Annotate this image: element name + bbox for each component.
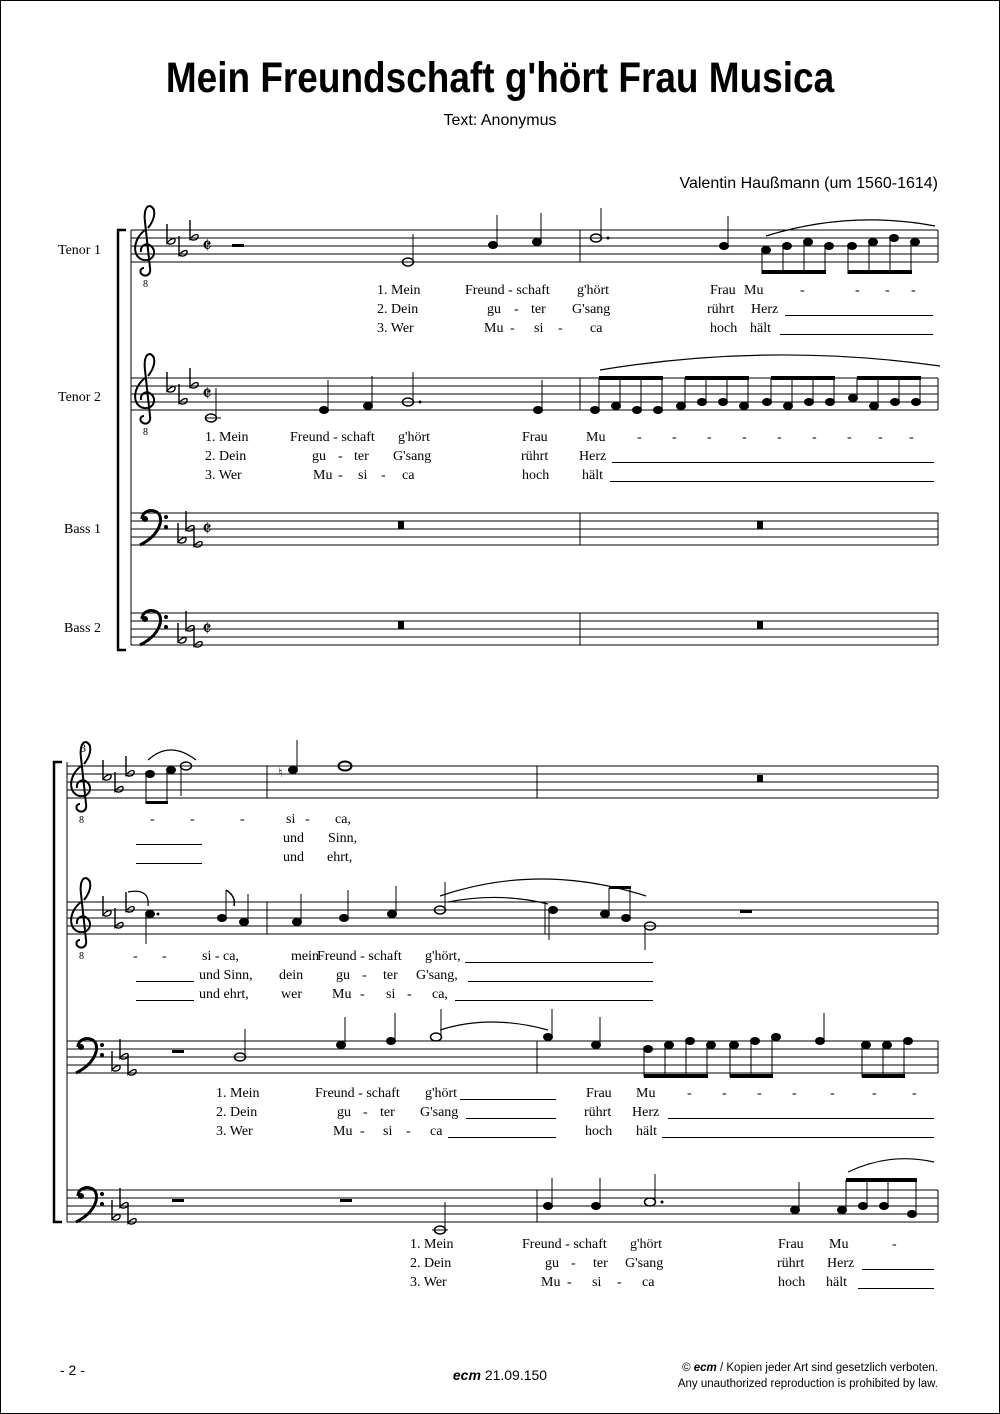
lyric-syllable: Mu — [313, 468, 333, 483]
svg-text:8: 8 — [143, 279, 148, 290]
lyric-syllable: rührt — [777, 1256, 805, 1271]
lyric-syllable: 3. Wer — [410, 1275, 447, 1290]
lyric-syllable: rührt — [584, 1105, 612, 1120]
lyric-syllable: rührt — [707, 302, 735, 317]
lyric-syllable: hoch — [522, 468, 550, 483]
lyric-syllable: Freund - schaft — [317, 949, 402, 964]
lyric-extender — [668, 1118, 934, 1119]
part-label-bass1: Bass 1 — [64, 522, 101, 537]
lyric-syllable: und — [283, 831, 304, 846]
lyric-syllable: - — [885, 283, 890, 298]
lyric-syllable: dein — [279, 968, 304, 983]
staff-tenor2-sys2 — [67, 902, 938, 934]
lyric-syllable: 3. Wer — [205, 468, 242, 483]
copyright-en: Any unauthorized reproduction is prohibited by law. — [677, 1378, 938, 1390]
lyric-syllable: - — [558, 321, 563, 336]
lyric-syllable: ter — [383, 968, 398, 983]
lyric-syllable: 2. Dein — [410, 1256, 452, 1271]
staff-tenor2 — [131, 378, 938, 410]
lyric-syllable: si — [286, 812, 296, 827]
lyric-syllable: - — [872, 1086, 877, 1101]
lyric-extender — [460, 1099, 556, 1100]
lyric-syllable: ter — [354, 449, 369, 464]
lyric-syllable: ca — [590, 321, 603, 336]
lyric-syllable: - — [878, 430, 883, 445]
lyric-syllable: - — [362, 968, 367, 983]
lyric-syllable: - — [510, 321, 515, 336]
lyric-syllable: g'hört, — [425, 949, 461, 964]
lyric-syllable: hoch — [585, 1124, 613, 1139]
lyric-syllable: Freund - schaft — [465, 283, 550, 298]
system-2 — [54, 740, 938, 1234]
lyric-syllable: g'hört — [398, 430, 431, 445]
lyric-syllable: 1. Mein — [377, 283, 421, 298]
lyric-syllable: ca — [642, 1275, 655, 1290]
text-credit: Text: Anonymus — [443, 112, 557, 129]
lyric-syllable: - — [360, 1124, 365, 1139]
lyric-syllable: gu — [337, 1105, 351, 1120]
lyric-syllable: - — [338, 449, 343, 464]
lyric-syllable: si — [383, 1124, 393, 1139]
lyric-extender — [610, 481, 934, 482]
lyric-syllable: ca — [402, 468, 415, 483]
lyric-syllable: ter — [531, 302, 546, 317]
lyric-syllable: - — [133, 949, 138, 964]
tenor1-notes — [403, 208, 936, 274]
lyric-syllable: gu — [487, 302, 501, 317]
lyric-syllable: 1. Mein — [216, 1086, 260, 1101]
lyric-syllable: - — [190, 812, 195, 827]
lyric-syllable: und Sinn, — [199, 968, 253, 983]
lyric-syllable: Sinn, — [328, 831, 358, 846]
lyric-syllable: Mu — [586, 430, 606, 445]
lyric-syllable: si — [534, 321, 544, 336]
lyric-syllable: Herz — [827, 1256, 855, 1271]
lyric-syllable: - — [777, 430, 782, 445]
lyric-extender — [136, 863, 202, 864]
lyric-syllable: si — [592, 1275, 602, 1290]
lyric-syllable: und — [283, 850, 304, 865]
part-label-bass2: Bass 2 — [64, 621, 101, 636]
lyric-syllable: - — [892, 1237, 897, 1252]
lyric-syllable: ca, — [335, 812, 351, 827]
svg-text:♮: ♮ — [278, 765, 283, 780]
lyric-syllable: - — [800, 283, 805, 298]
lyric-syllable: g'hört — [630, 1237, 663, 1252]
measure-number: 3 — [80, 741, 86, 755]
lyric-extender — [612, 462, 934, 463]
lyric-syllable: - — [381, 468, 386, 483]
catalog-code: 21.09.150 — [484, 1367, 548, 1383]
lyric-syllable: ter — [593, 1256, 608, 1271]
lyric-syllable: G'sang — [625, 1256, 664, 1271]
lyric-syllable: g'hört — [577, 283, 610, 298]
lyric-syllable: ter — [380, 1105, 395, 1120]
lyric-extender — [455, 1000, 653, 1001]
copyright-icon: © — [682, 1362, 691, 1374]
lyric-syllable: si — [386, 987, 396, 1002]
lyric-syllable: si — [358, 468, 368, 483]
lyric-syllable: G'sang, — [416, 968, 458, 983]
lyric-syllable: - — [637, 430, 642, 445]
staff-tenor1-sys2 — [67, 766, 938, 798]
lyric-syllable: 2. Dein — [205, 449, 247, 464]
lyric-extender — [136, 844, 202, 845]
lyric-syllable: Mu — [484, 321, 504, 336]
lyric-syllable: - — [911, 283, 916, 298]
lyric-syllable: wer — [281, 987, 302, 1002]
lyric-extender — [862, 1269, 934, 1270]
svg-text:8: 8 — [79, 951, 84, 962]
lyric-syllable: gu — [312, 449, 326, 464]
part-label-tenor1: Tenor 1 — [58, 243, 101, 258]
lyric-syllable: - — [792, 1086, 797, 1101]
lyric-syllable: Herz — [579, 449, 607, 464]
lyric-syllable: hält — [750, 321, 771, 336]
system-1 — [118, 206, 940, 650]
lyric-syllable: - — [722, 1086, 727, 1101]
lyric-syllable: - — [567, 1275, 572, 1290]
lyric-syllable: - — [855, 283, 860, 298]
page-title: Mein Freundschaft g'hört Frau Musica — [165, 54, 835, 102]
composer-credit: Valentin Haußmann (um 1560-1614) — [679, 175, 938, 192]
lyric-syllable: - — [571, 1256, 576, 1271]
lyric-syllable: Frau — [586, 1086, 612, 1101]
lyric-syllable: si - ca, — [202, 949, 239, 964]
svg-text:𝄵: 𝄵 — [202, 381, 212, 406]
lyric-syllable: G'sang — [420, 1105, 459, 1120]
lyric-syllable: - — [830, 1086, 835, 1101]
lyric-extender — [858, 1288, 934, 1289]
lyric-syllable: - — [363, 1105, 368, 1120]
staff-bass1-sys2 — [67, 1041, 938, 1073]
lyric-syllable: Frau — [710, 283, 736, 298]
lyric-syllable: Mu — [636, 1086, 656, 1101]
copyright-notice: © ecm / Kopien jeder Art sind gesetzlich verboten. Any unauthorized reproduction is prohibited by law. — [677, 1362, 938, 1390]
lyric-syllable: ca — [430, 1124, 443, 1139]
lyric-extender — [448, 1137, 556, 1138]
lyric-syllable: - — [150, 812, 155, 827]
lyric-syllable: hoch — [710, 321, 738, 336]
lyric-syllable: mein — [291, 949, 319, 964]
lyric-extender — [466, 1118, 556, 1119]
lyric-syllable: 1. Mein — [410, 1237, 454, 1252]
lyric-syllable: hält — [582, 468, 603, 483]
lyric-syllable: ca, — [432, 987, 448, 1002]
lyric-extender — [780, 334, 933, 335]
staff-tenor1 — [131, 230, 938, 262]
lyric-syllable: 2. Dein — [377, 302, 419, 317]
lyric-syllable: - — [617, 1275, 622, 1290]
svg-text:8: 8 — [143, 427, 148, 438]
lyric-syllable: - — [707, 430, 712, 445]
part-label-tenor2: Tenor 2 — [58, 390, 101, 405]
page-number: - 2 - — [60, 1362, 85, 1378]
lyric-syllable: - — [406, 1124, 411, 1139]
svg-text:𝄵: 𝄵 — [202, 233, 212, 258]
lyric-syllable: 3. Wer — [216, 1124, 253, 1139]
lyric-syllable: Frau — [522, 430, 548, 445]
lyric-syllable: Mu — [744, 283, 764, 298]
lyric-syllable: - — [305, 812, 310, 827]
lyric-syllable: - — [407, 987, 412, 1002]
lyric-syllable: G'sang — [393, 449, 432, 464]
svg-text:𝄵: 𝄵 — [202, 516, 212, 541]
lyric-extender — [136, 1000, 194, 1001]
lyric-syllable: Freund - schaft — [522, 1237, 607, 1252]
lyric-syllable: 3. Wer — [377, 321, 414, 336]
staff-bass2 — [131, 613, 938, 645]
lyric-syllable: - — [338, 468, 343, 483]
lyric-syllable: - — [812, 430, 817, 445]
lyric-syllable: Mu — [332, 987, 352, 1002]
lyric-syllable: rührt — [521, 449, 549, 464]
lyric-syllable: Herz — [632, 1105, 660, 1120]
lyric-syllable: ehrt, — [327, 850, 353, 865]
staff-bass1 — [131, 513, 938, 545]
lyric-syllable: - — [757, 1086, 762, 1101]
lyric-syllable: gu — [336, 968, 350, 983]
staff-bass2-sys2 — [67, 1190, 938, 1222]
lyric-extender — [465, 962, 653, 963]
lyric-syllable: - — [162, 949, 167, 964]
svg-text:𝄵: 𝄵 — [202, 616, 212, 641]
lyric-syllable: Frau — [778, 1237, 804, 1252]
lyric-syllable: 1. Mein — [205, 430, 249, 445]
lyric-syllable: Mu — [541, 1275, 561, 1290]
lyric-syllable: g'hört — [425, 1086, 458, 1101]
lyric-syllable: Freund - schaft — [315, 1086, 400, 1101]
lyric-syllable: hält — [826, 1275, 847, 1290]
copyright-de: Kopien jeder Art sind gesetzlich verboten. — [726, 1362, 938, 1374]
lyric-syllable: 2. Dein — [216, 1105, 258, 1120]
lyric-syllable: hält — [636, 1124, 657, 1139]
lyric-extender — [136, 981, 194, 982]
lyric-syllable: hoch — [778, 1275, 806, 1290]
lyric-syllable: - — [912, 1086, 917, 1101]
lyric-extender — [468, 981, 653, 982]
lyric-syllable: - — [672, 430, 677, 445]
lyric-syllable: Mu — [829, 1237, 849, 1252]
lyric-syllable: - — [360, 987, 365, 1002]
tenor2-notes — [205, 355, 940, 422]
lyric-extender — [785, 315, 933, 316]
lyric-syllable: - — [240, 812, 245, 827]
lyric-extender — [662, 1137, 934, 1138]
lyric-syllable: Herz — [751, 302, 779, 317]
lyric-syllable: - — [687, 1086, 692, 1101]
lyric-syllable: Freund - schaft — [290, 430, 375, 445]
svg-text:8: 8 — [79, 815, 84, 826]
lyric-syllable: - — [847, 430, 852, 445]
ecm-logo-small: ecm — [693, 1362, 717, 1374]
lyric-syllable: Mu — [333, 1124, 353, 1139]
ecm-logo: ecm — [452, 1367, 481, 1383]
lyric-syllable: gu — [545, 1256, 559, 1271]
lyric-syllable: G'sang — [572, 302, 611, 317]
lyric-syllable: - — [909, 430, 914, 445]
lyric-syllable: - — [514, 302, 519, 317]
lyric-syllable: und ehrt, — [199, 987, 249, 1002]
lyric-syllable: - — [742, 430, 747, 445]
